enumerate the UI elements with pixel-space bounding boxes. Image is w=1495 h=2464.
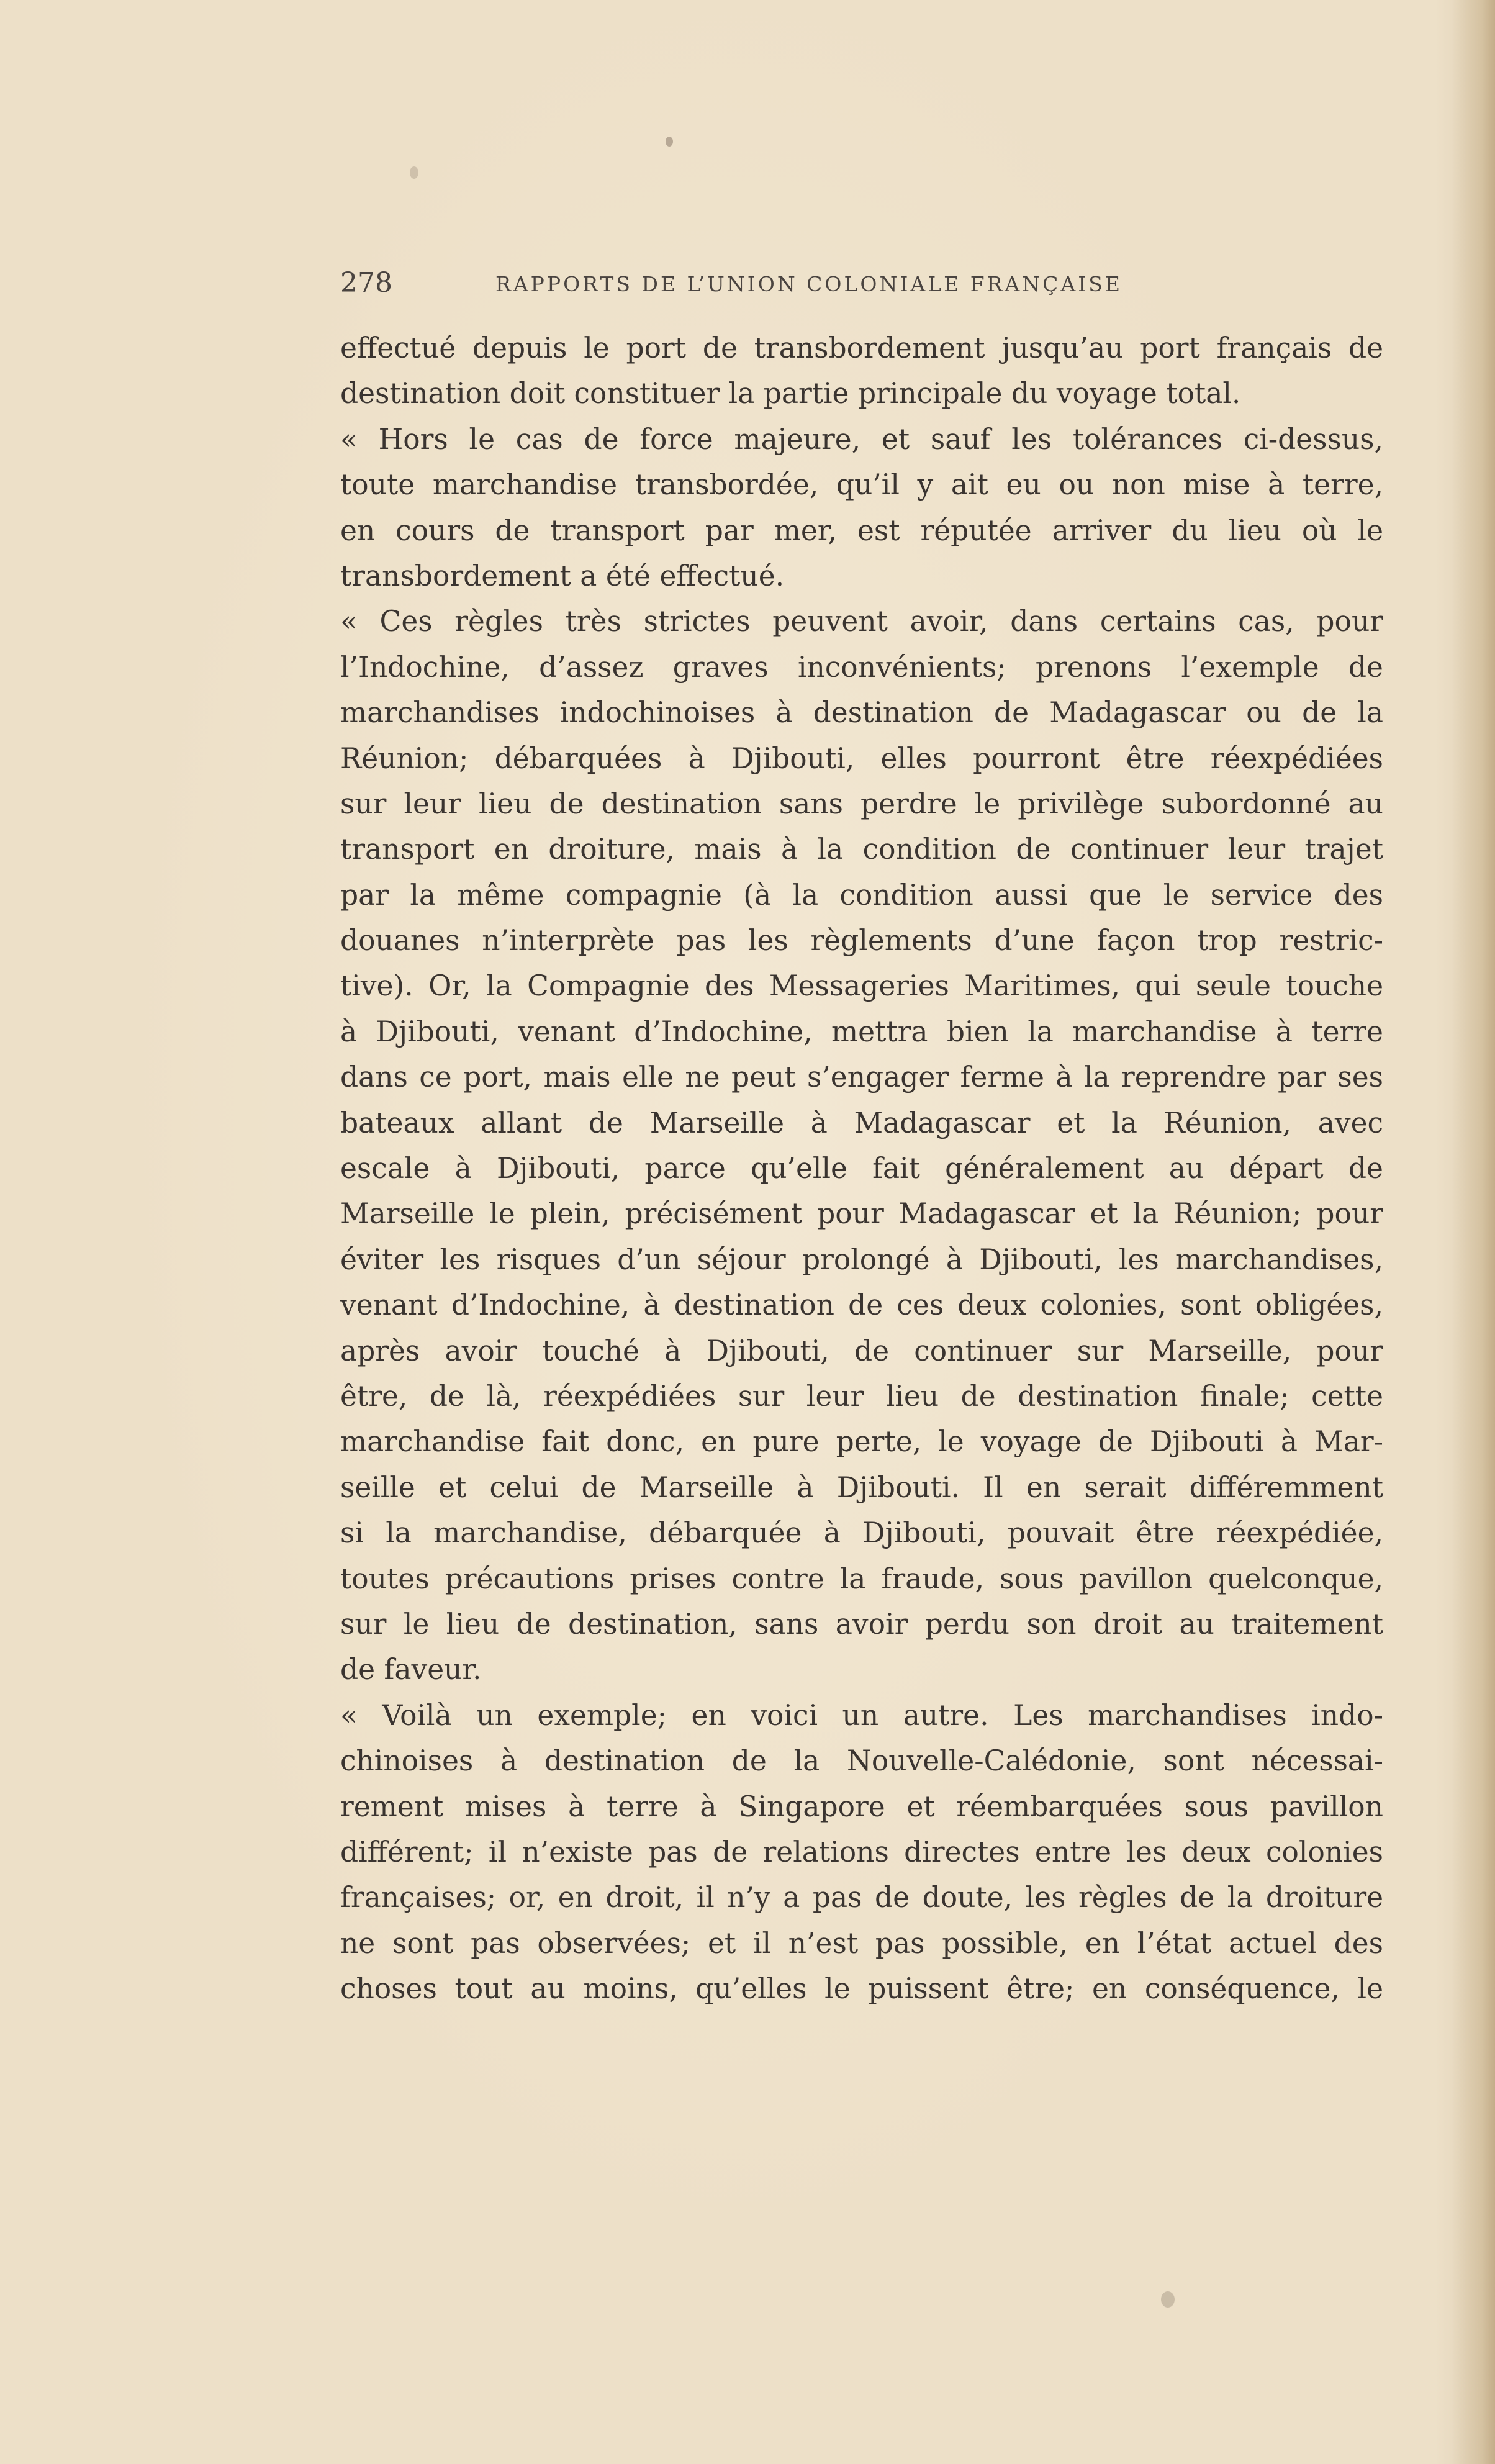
text-line: effectué depuis le port de transbordement jusqu’au port français de [340, 332, 1383, 365]
text-line: marchandises indochinoises à destination de Madagascar ou de la [340, 696, 1383, 730]
text-line: après avoir touché à Djibouti, de continuer sur Marseille, pour [340, 1334, 1383, 1367]
text-line: dans ce port, mais elle ne peut s’engager ferme à la reprendre par ses [340, 1061, 1383, 1094]
text-line: transport en droiture, mais à la condition de continuer leur trajet [340, 833, 1383, 866]
text-line: chinoises à destination de la Nouvelle-Calédonie, sont nécessai- [340, 1744, 1383, 1778]
text-line: être, de là, réexpédiées sur leur lieu de destination finale; cette [340, 1379, 1383, 1413]
text-line: bateaux allant de Marseille à Madagascar et la Réunion, avec [340, 1106, 1383, 1139]
page-header [340, 267, 1383, 304]
page-number: 278 [340, 267, 392, 299]
text-line: seille et celui de Marseille à Djibouti. Il en serait différemment [340, 1470, 1383, 1504]
text-line: destination doit constituer la partie principale du voyage total. [340, 377, 1241, 410]
body-text [340, 325, 1383, 2011]
text-line: sur le lieu de destination, sans avoir perdu son droit au traitement [340, 1607, 1383, 1641]
text-line: choses tout au moins, qu’elles le puissent être; en conséquence, le [340, 1972, 1383, 2006]
text-line: douanes n’interprète pas les règlements d’une façon trop restric- [340, 924, 1383, 958]
text-line: tive). Or, la Compagnie des Messageries Maritimes, qui seule touche [340, 969, 1383, 1003]
text-line: rement mises à terre à Singapore et réembarquées sous pavillon [340, 1790, 1383, 1823]
text-line: transbordement a été effectué. [340, 559, 785, 592]
text-line: toute marchandise transbordée, qu’il y ait eu ou non mise à terre, [340, 468, 1383, 502]
text-line: « Hors le cas de force majeure, et sauf les tolérances ci-dessus, [340, 422, 1383, 456]
text-line: à Djibouti, venant d’Indochine, mettra bien la marchandise à terre [340, 1015, 1383, 1048]
text-line: Réunion; débarquées à Djibouti, elles pourront être réexpédiées [340, 741, 1383, 775]
ink-speck [666, 137, 673, 147]
text-line: de faveur. [340, 1653, 482, 1687]
text-line: si la marchandise, débarquée à Djibouti, pouvait être réexpédiée, [340, 1516, 1383, 1550]
text-line: marchandise fait donc, en pure perte, le voyage de Djibouti à Mar- [340, 1425, 1383, 1459]
text-line: par la même compagnie (à la condition aussi que le service des [340, 878, 1383, 912]
text-line: éviter les risques d’un séjour prolongé à Djibouti, les marchandises, [340, 1243, 1383, 1276]
text-line: ne sont pas observées; et il n’est pas possible, en l’état actuel des [340, 1926, 1383, 1960]
text-line: venant d’Indochine, à destination de ces deux colonies, sont obligées, [340, 1289, 1383, 1322]
text-line: différent; il n’existe pas de relations directes entre les deux colonies [340, 1835, 1383, 1868]
running-title: RAPPORTS DE L’UNION COLONIALE FRANÇAISE [495, 272, 1122, 296]
text-line: l’Indochine, d’assez graves inconvénients; prenons l’exemple de [340, 650, 1383, 684]
page-edge-shadow [1452, 0, 1495, 2464]
text-line: toutes précautions prises contre la fraude, sous pavillon quelconque, [340, 1562, 1383, 1595]
ink-speck [1161, 2291, 1175, 2308]
text-line: « Voilà un exemple; en voici un autre. Les marchandises indo- [340, 1698, 1383, 1732]
text-line: françaises; or, en droit, il n’y a pas de doute, les règles de la droiture [340, 1881, 1383, 1914]
ink-speck [410, 166, 418, 179]
text-line: « Ces règles très strictes peuvent avoir, dans certains cas, pour [340, 605, 1383, 638]
text-line: escale à Djibouti, parce qu’elle fait généralement au départ de [340, 1152, 1383, 1185]
text-line: en cours de transport par mer, est réputée arriver du lieu où le [340, 514, 1383, 547]
text-line: Marseille le plein, précisément pour Madagascar et la Réunion; pour [340, 1197, 1383, 1231]
text-line: sur leur lieu de destination sans perdre le privilège subordonné au [340, 787, 1383, 820]
